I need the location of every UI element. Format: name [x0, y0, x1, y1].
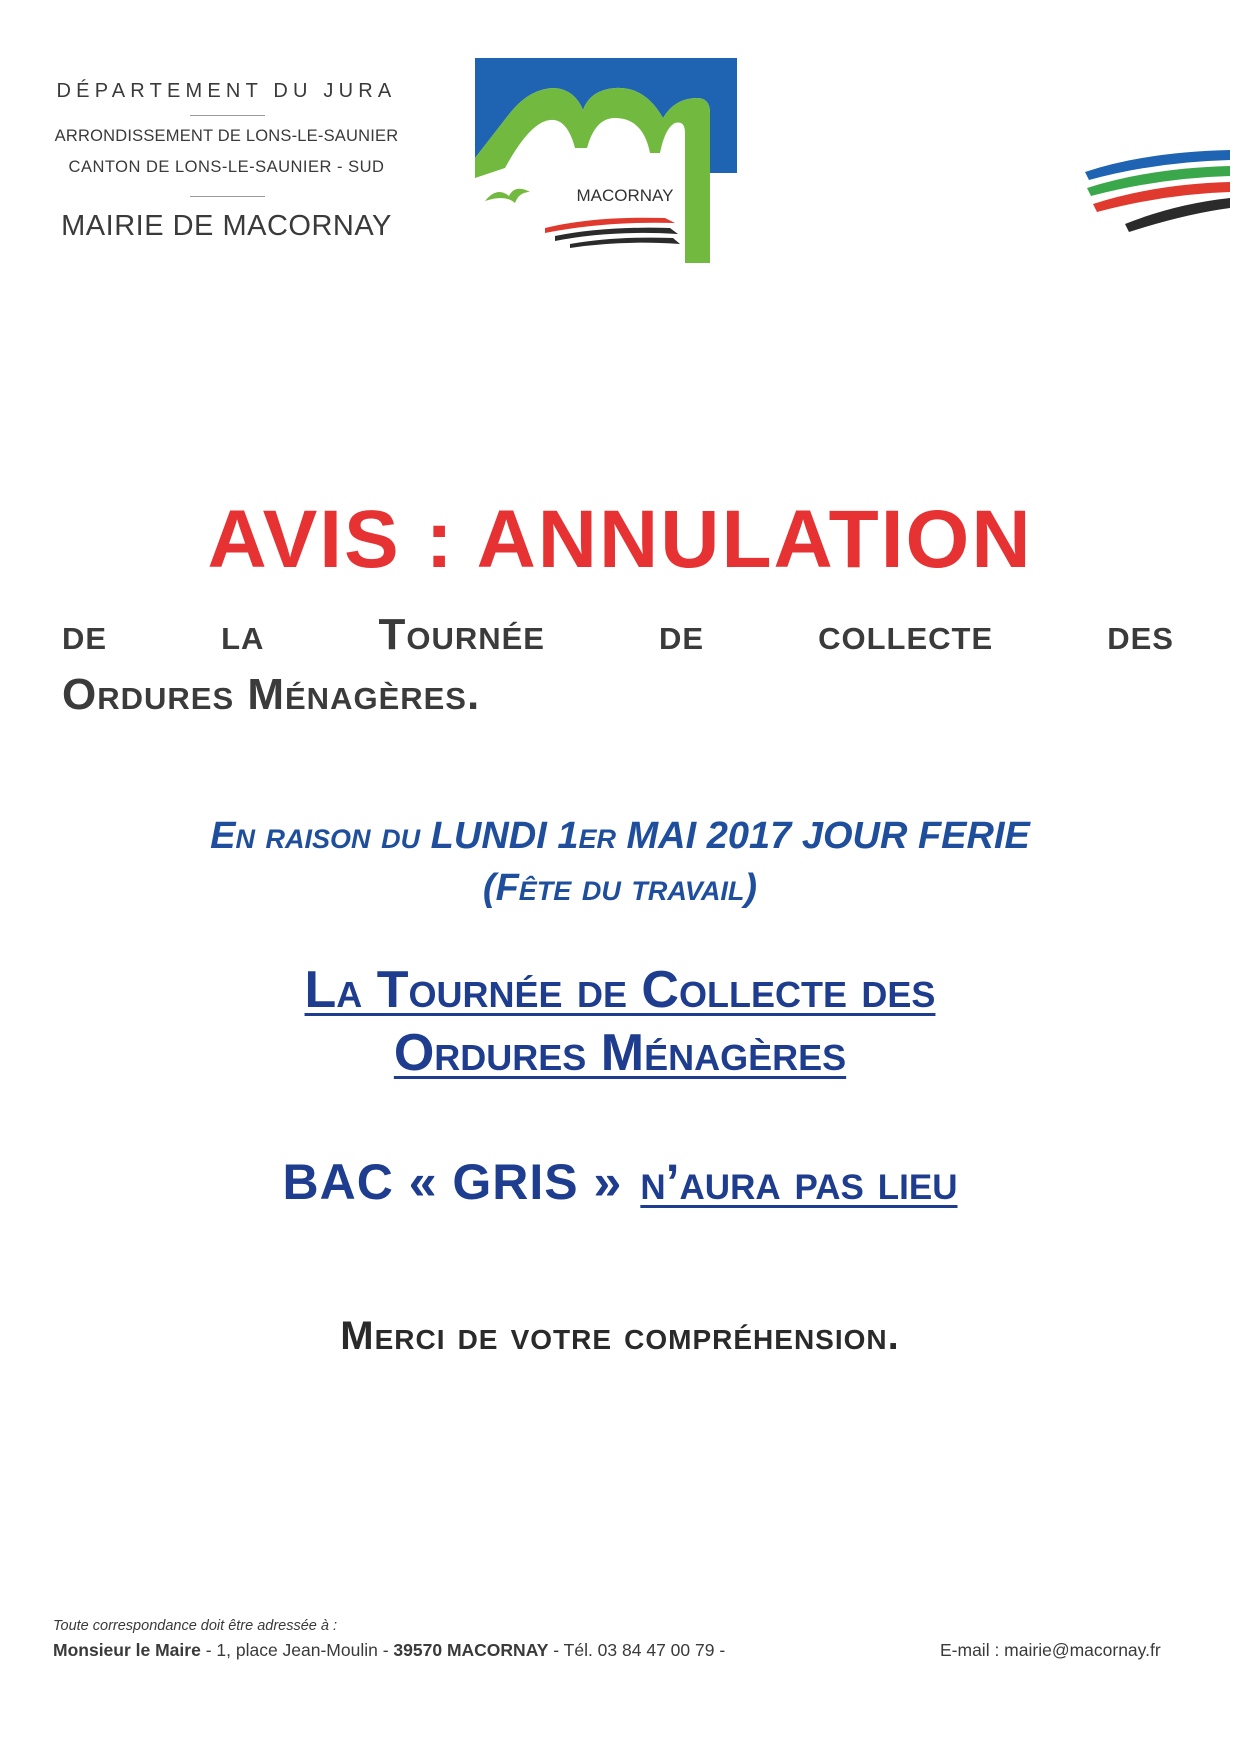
subtitle-word: de [659, 610, 705, 659]
macornay-logo [475, 58, 737, 264]
canton-label: CANTON DE LONS-LE-SAUNIER - SUD [68, 158, 385, 176]
mairie-title: MAIRIE DE MACORNAY [61, 210, 392, 242]
header-divider [190, 115, 265, 116]
tournee-line2 [0, 1023, 1240, 1083]
logo-text: MACORNAY [576, 186, 674, 205]
subtitle-word: la [221, 610, 265, 659]
bac-cancel-label: n’aura pas lieu [640, 1154, 958, 1210]
subtitle-word: des [1107, 610, 1174, 659]
footer-email: E-mail : mairie@macornay.fr [940, 1640, 1161, 1660]
subtitle-word: de [62, 610, 108, 659]
notice-title: AVIS : ANNULATION [207, 494, 1033, 585]
bac-notice [0, 1153, 1240, 1211]
footer-addressee: Monsieur le Maire [53, 1640, 201, 1660]
decorative-stripes [1085, 140, 1230, 240]
reason-line1: En raison du LUNDI 1er MAI 2017 JOUR FERIE [210, 815, 1030, 857]
notice-subtitle-line1 [62, 610, 1174, 660]
subtitle-word: collecte [818, 610, 994, 659]
footer-street: - 1, place Jean-Moulin - [200, 1640, 394, 1660]
footer-phone: - Tél. 03 84 47 00 79 - [548, 1640, 726, 1660]
subtitle-word: Tournée [378, 610, 545, 659]
footer-correspondence-label: Toute correspondance doit être adressée à : [53, 1618, 338, 1634]
reason-line2: (Fête du travail) [482, 867, 758, 909]
thanks-message: Merci de votre compréhension. [340, 1314, 900, 1358]
macornay-logo-graphic [475, 58, 737, 264]
arrondissement-label: ARRONDISSEMENT DE LONS-LE-SAUNIER [54, 127, 399, 145]
tournee-line1-text: La Tournée de Collecte des [304, 961, 936, 1019]
tournee-line2-text: Ordures Ménagères [393, 1024, 847, 1082]
department-label: DÉPARTEMENT DU JURA [56, 80, 397, 102]
tournee-line1 [0, 960, 1240, 1020]
bac-gris-label: BAC « GRIS » [282, 1154, 623, 1210]
footer-address [53, 1640, 725, 1661]
notice-subtitle-line2: Ordures Ménagères. [62, 670, 481, 719]
footer-postal: 39570 MACORNAY [393, 1640, 549, 1660]
header-divider [190, 196, 265, 197]
